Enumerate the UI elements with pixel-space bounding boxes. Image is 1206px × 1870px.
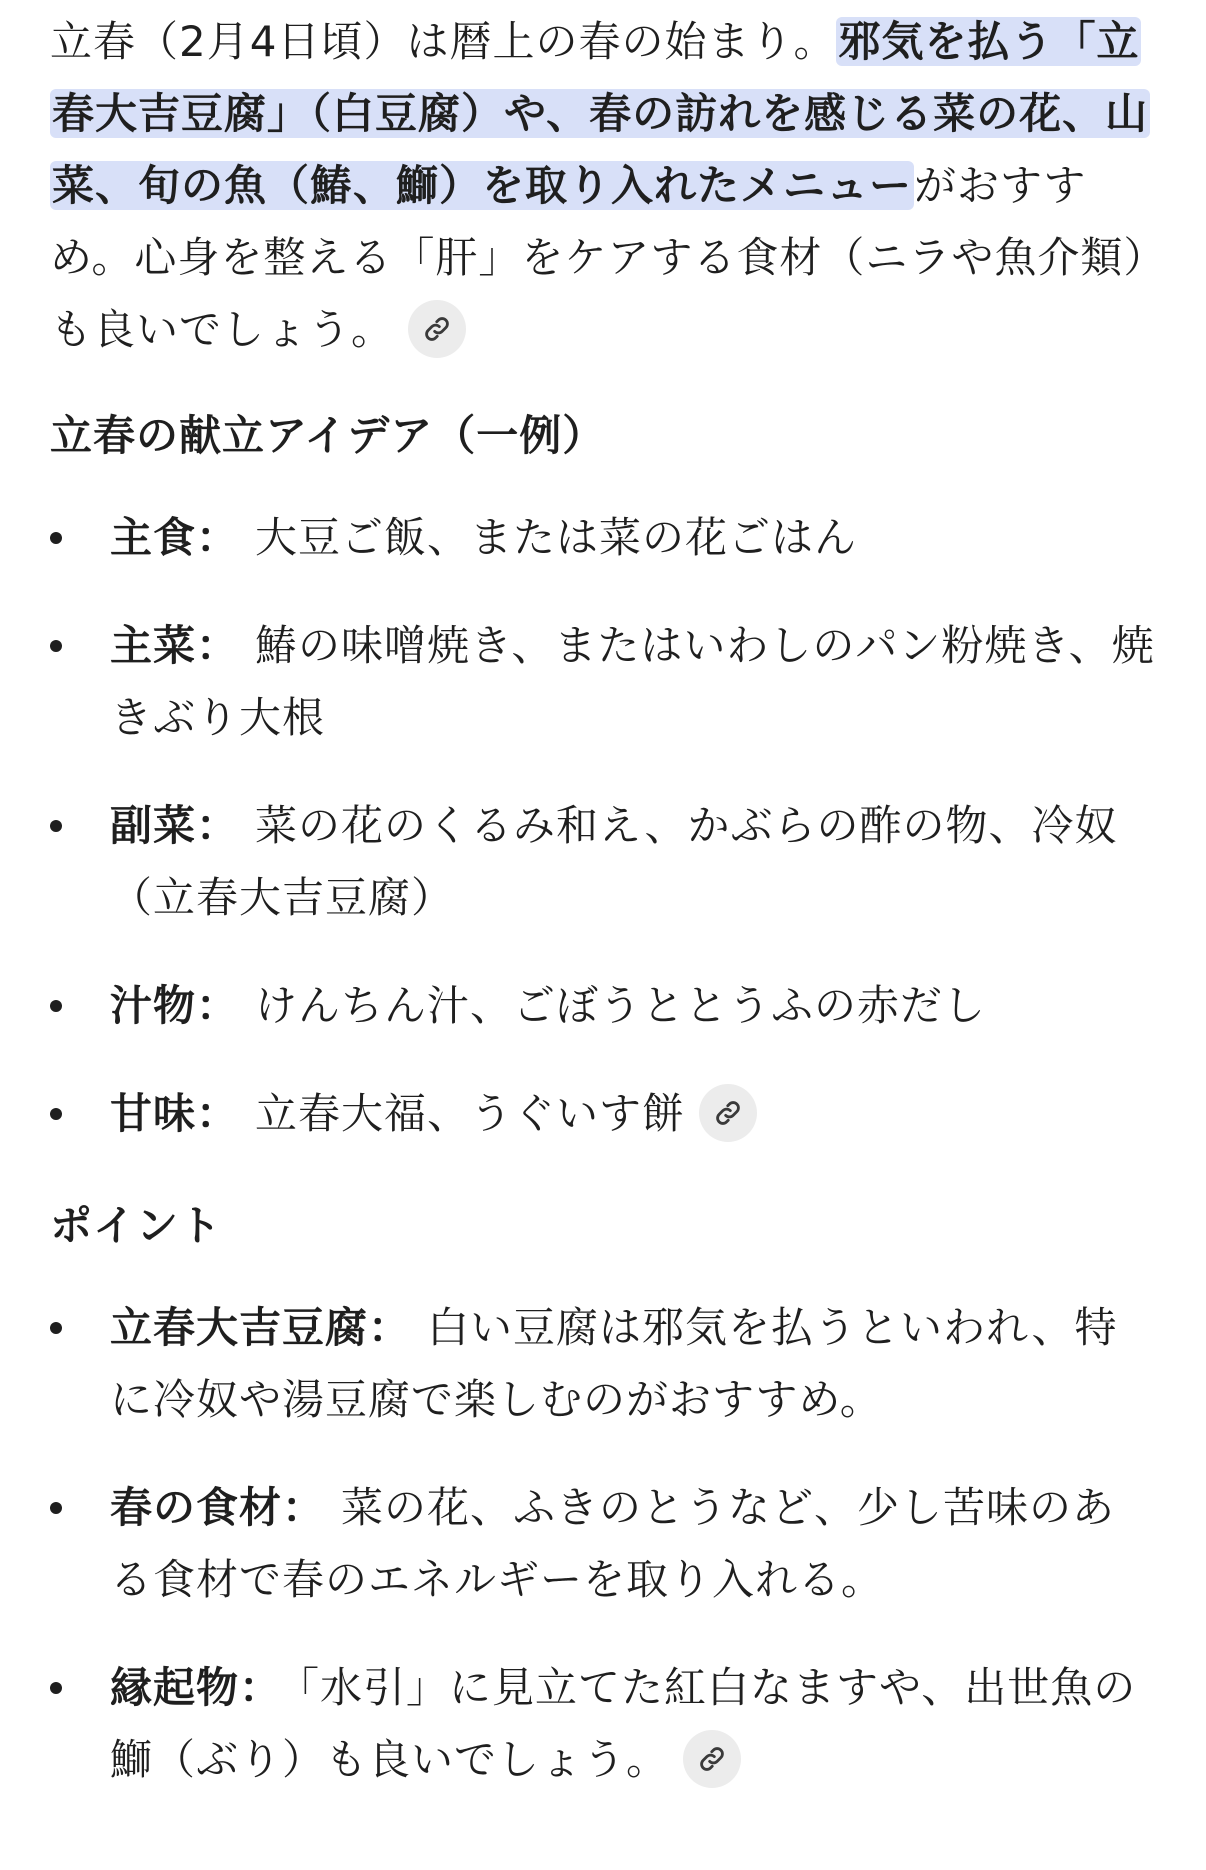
item-separator: ： <box>196 801 240 850</box>
item-text: 菜の花、ふきのとうなど、少し苦味のある食材で春のエネルギーを取り入れる。 <box>110 1483 1116 1604</box>
item-text: 「水引」に見立てた紅白なますや、出世魚の鰤（ぶり）も良いでしょう。 <box>110 1663 1137 1784</box>
list-item <box>50 1078 1156 1150</box>
item-label: 春の食材 <box>110 1483 283 1532</box>
points-heading: ポイント <box>50 1201 223 1250</box>
list-item <box>50 970 1156 1042</box>
item-text: 立春大福、うぐいす餅 <box>255 1089 686 1138</box>
list-item <box>50 790 1156 934</box>
item-text: 大豆ご飯、または菜の花ごはん <box>255 513 858 562</box>
bullet-icon <box>50 532 62 544</box>
link-icon <box>714 1099 742 1127</box>
item-text: 白い豆腐は邪気を払うといわれ、特に冷奴や湯豆腐で楽しむのがおすすめ。 <box>110 1303 1118 1424</box>
list-item <box>50 1472 1156 1616</box>
list-item <box>50 610 1156 754</box>
intro-text-before: 立春（2月4日頃）は暦上の春の始まり。 <box>50 17 837 66</box>
intro-text-after: がおすすめ。心身を整える「肝」をケアする食材（ニラや魚介類）も良いでしょう。 <box>50 161 1146 354</box>
item-separator: ： <box>196 621 240 670</box>
item-label: 甘味 <box>110 1089 197 1138</box>
bullet-icon <box>50 1108 62 1120</box>
list-item <box>50 1292 1156 1436</box>
item-separator: ： <box>196 513 240 562</box>
bullet-icon <box>50 1322 62 1334</box>
intro-paragraph <box>50 6 1156 366</box>
source-link-button[interactable] <box>408 300 466 358</box>
menu-heading: 立春の献立アイデア（一例） <box>50 411 606 460</box>
points-list <box>50 1292 1156 1796</box>
link-icon <box>423 315 451 343</box>
item-label: 副菜 <box>110 801 197 850</box>
bullet-icon <box>50 640 62 652</box>
item-label: 立春大吉豆腐 <box>110 1303 369 1352</box>
item-text: けんちん汁、ごぼうととうふの赤だし <box>255 981 987 1030</box>
source-link-button[interactable] <box>683 1730 741 1788</box>
list-item <box>50 1652 1156 1796</box>
bullet-icon <box>50 1000 62 1012</box>
bullet-icon <box>50 1682 62 1694</box>
item-text: 鰆の味噌焼き、またはいわしのパン粉焼き、焼きぶり大根 <box>110 621 1155 742</box>
list-item <box>50 502 1156 574</box>
source-link-button[interactable] <box>699 1084 757 1142</box>
item-separator: ： <box>239 1663 283 1712</box>
menu-list <box>50 502 1156 1150</box>
item-separator: ： <box>196 981 240 1030</box>
bullet-icon <box>50 1502 62 1514</box>
item-label: 主食 <box>110 513 197 562</box>
link-icon <box>698 1745 726 1773</box>
item-label: 主菜 <box>110 621 197 670</box>
bullet-icon <box>50 820 62 832</box>
item-separator: ： <box>282 1483 326 1532</box>
item-label: 縁起物 <box>110 1663 240 1712</box>
item-text: 菜の花のくるみ和え、かぶらの酢の物、冷奴（立春大吉豆腐） <box>110 801 1118 922</box>
item-separator: ： <box>368 1303 412 1352</box>
item-label: 汁物 <box>110 981 197 1030</box>
item-separator: ： <box>196 1089 240 1138</box>
intro-highlight: 邪気を払う「立春大吉豆腐」（白豆腐）や、春の訪れを感じる菜の花、山菜、旬の魚（鰆、鰤）を取り入れたメニュー <box>52 17 1149 210</box>
